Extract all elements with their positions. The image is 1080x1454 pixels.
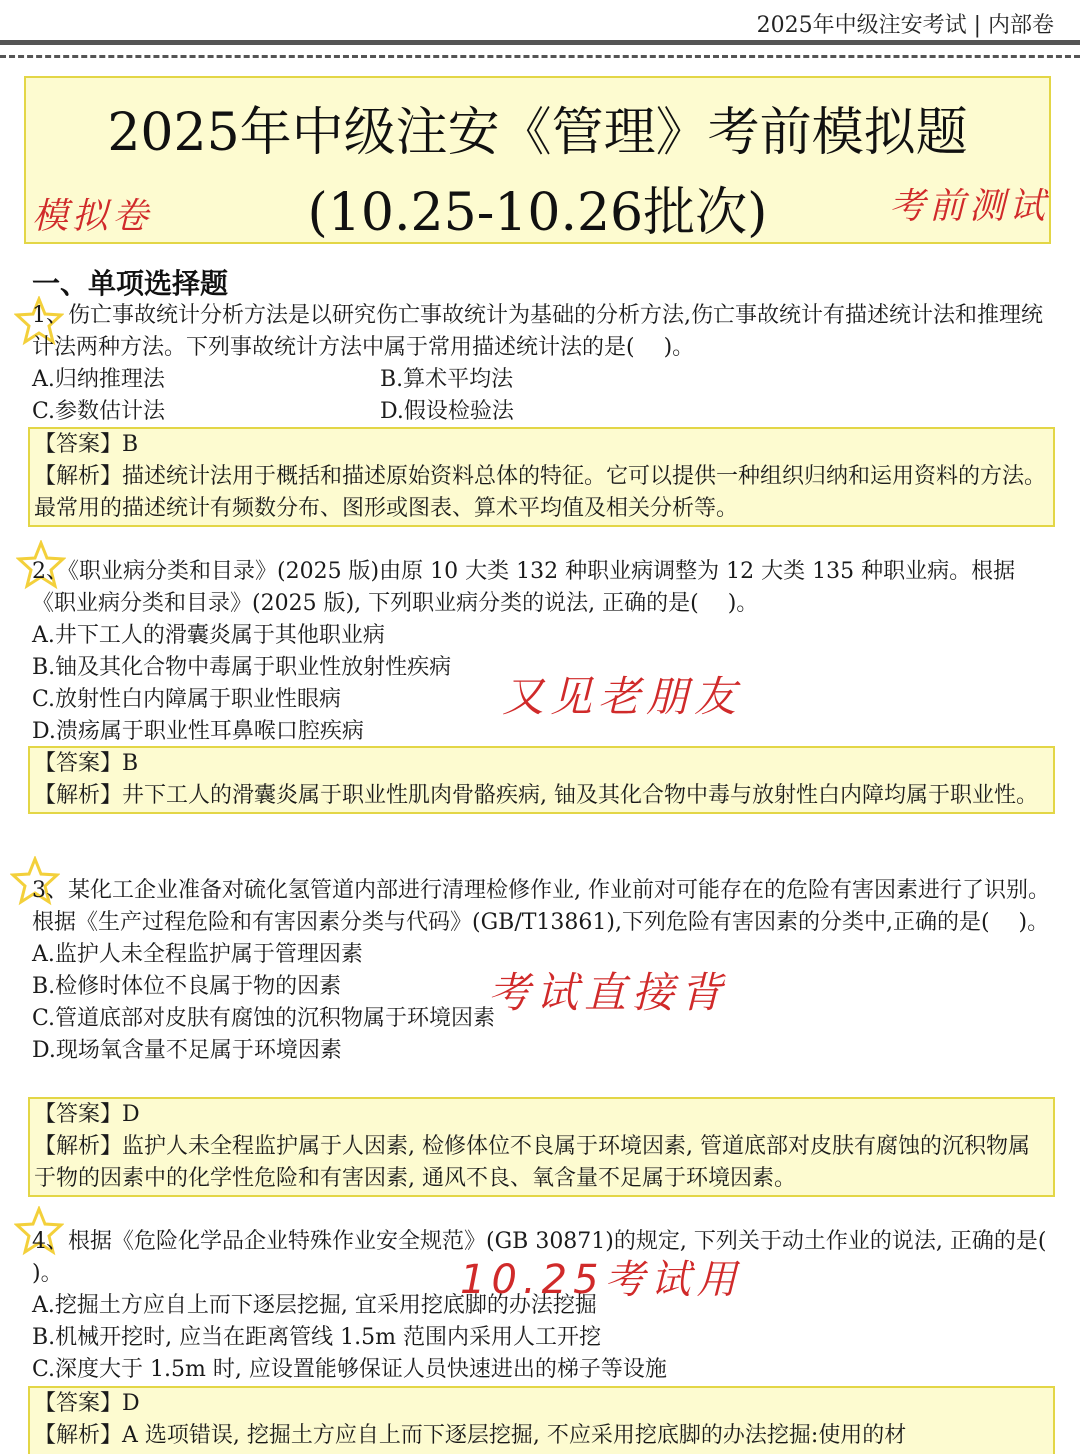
answer-box-1 xyxy=(28,427,1055,527)
option-a: A.监护人未全程监护属于管理因素 xyxy=(32,942,363,967)
option-a: A.挖掘土方应自上而下逐层挖掘, 宜采用挖底脚的办法挖掘 xyxy=(32,1293,597,1318)
stamp-right: 考前测试 xyxy=(888,186,1049,227)
analysis-text: 【解析】A 选项错误, 挖掘土方应自上而下逐层挖掘, 不应采用挖底脚的办法挖掘:使用的材 xyxy=(34,1423,907,1448)
stamp-left: 模拟卷 xyxy=(32,196,153,237)
page-subtitle: (10.25-10.26批次) xyxy=(307,183,768,243)
option-b: B.机械开挖时, 应当在距离管线 1.5m 范围内采用人工开挖 xyxy=(32,1325,601,1350)
section-heading: 一、单项选择题 xyxy=(32,267,229,300)
question-1 xyxy=(32,300,1057,428)
analysis-text: 【解析】井下工人的滑囊炎属于职业性肌肉骨骼疾病, 铀及其化合物中毒与放射性白内障均属于职业性。 xyxy=(34,783,1038,808)
option-c: C.管道底部对皮肤有腐蚀的沉积物属于环境因素 xyxy=(32,1006,496,1031)
option-c: C.放射性白内障属于职业性眼病 xyxy=(32,687,342,712)
option-b: B.算术平均法 xyxy=(380,367,514,392)
title-box xyxy=(24,76,1051,244)
option-d: D.溃疡属于职业性耳鼻喉口腔疾病 xyxy=(32,719,364,744)
answer-box-4 xyxy=(28,1386,1055,1454)
question-stem: 2、《职业病分类和目录》(2025 版)由原 10 大类 132 种职业病调整为 12 大类 135 种职业病。根据《职业病分类和目录》(2025 版), 下列职业病分类的说法, 正确的是( )。 xyxy=(32,559,1016,616)
answer-line: 【答案】D xyxy=(34,1391,140,1416)
page-title: 2025年中级注安《管理》考前模拟题 xyxy=(107,103,968,163)
answer-box-3 xyxy=(28,1097,1055,1197)
analysis-text: 【解析】描述统计法用于概括和描述原始资料总体的特征。它可以提供一种组织归纳和运用资料的方法。最常用的描述统计有频数分布、图形或图表、算术平均值及相关分析等。 xyxy=(34,464,1047,521)
question-stem: 1、伤亡事故统计分析方法是以研究伤亡事故统计为基础的分析方法,伤亡事故统计有描述统计法和推理统计法两种方法。下列事故统计方法中属于常用描述统计法的是( )。 xyxy=(32,303,1043,360)
answer-line: 【答案】D xyxy=(34,1102,140,1127)
answer-line: 【答案】B xyxy=(34,751,139,776)
analysis-text: 【解析】监护人未全程监护属于人因素, 检修体位不良属于环境因素, 管道底部对皮肤有腐蚀的沉积物属于物的因素中的化学性危险和有害因素, 通风不良、氧含量不足属于环境因素。 xyxy=(34,1134,1030,1191)
answer-line: 【答案】B xyxy=(34,432,139,457)
header-tag: 2025年中级注安考试 | 内部卷 xyxy=(756,13,1054,38)
option-d: D.现场氧含量不足属于环境因素 xyxy=(32,1038,342,1063)
answer-box-2 xyxy=(28,746,1055,814)
option-d: D.假设检验法 xyxy=(380,399,514,424)
question-stem: 3、某化工企业准备对硫化氢管道内部进行清理检修作业, 作业前对可能存在的危险有害因素进行了识别。根据《生产过程危险和有害因素分类与代码》(GB/T13861),下列危险有害因素的分类中,正确的是( )。 xyxy=(32,878,1050,935)
options-list xyxy=(32,364,1057,428)
header-rule xyxy=(0,40,1080,45)
option-a: A.井下工人的滑囊炎属于其他职业病 xyxy=(32,623,385,648)
option-b: B.检修时体位不良属于物的因素 xyxy=(32,974,342,999)
handwritten-note-3: 10.25考试用 xyxy=(460,1257,743,1303)
question-stem: 4、根据《危险化学品企业特殊作业安全规范》(GB 30871)的规定, 下列关于动土作业的说法, 正确的是( )。 xyxy=(32,1229,1076,1286)
option-b: B.铀及其化合物中毒属于职业性放射性疾病 xyxy=(32,655,452,680)
option-a: A.归纳推理法 xyxy=(32,367,165,392)
option-c: C.深度大于 1.5m 时, 应设置能够保证人员快速进出的梯子等设施 xyxy=(32,1357,667,1382)
option-c: C.参数估计法 xyxy=(32,399,166,424)
handwritten-note-1: 又见老朋友 xyxy=(502,672,743,721)
handwritten-note-2: 考试直接背 xyxy=(488,968,729,1017)
header-dashed-rule xyxy=(0,55,1080,58)
